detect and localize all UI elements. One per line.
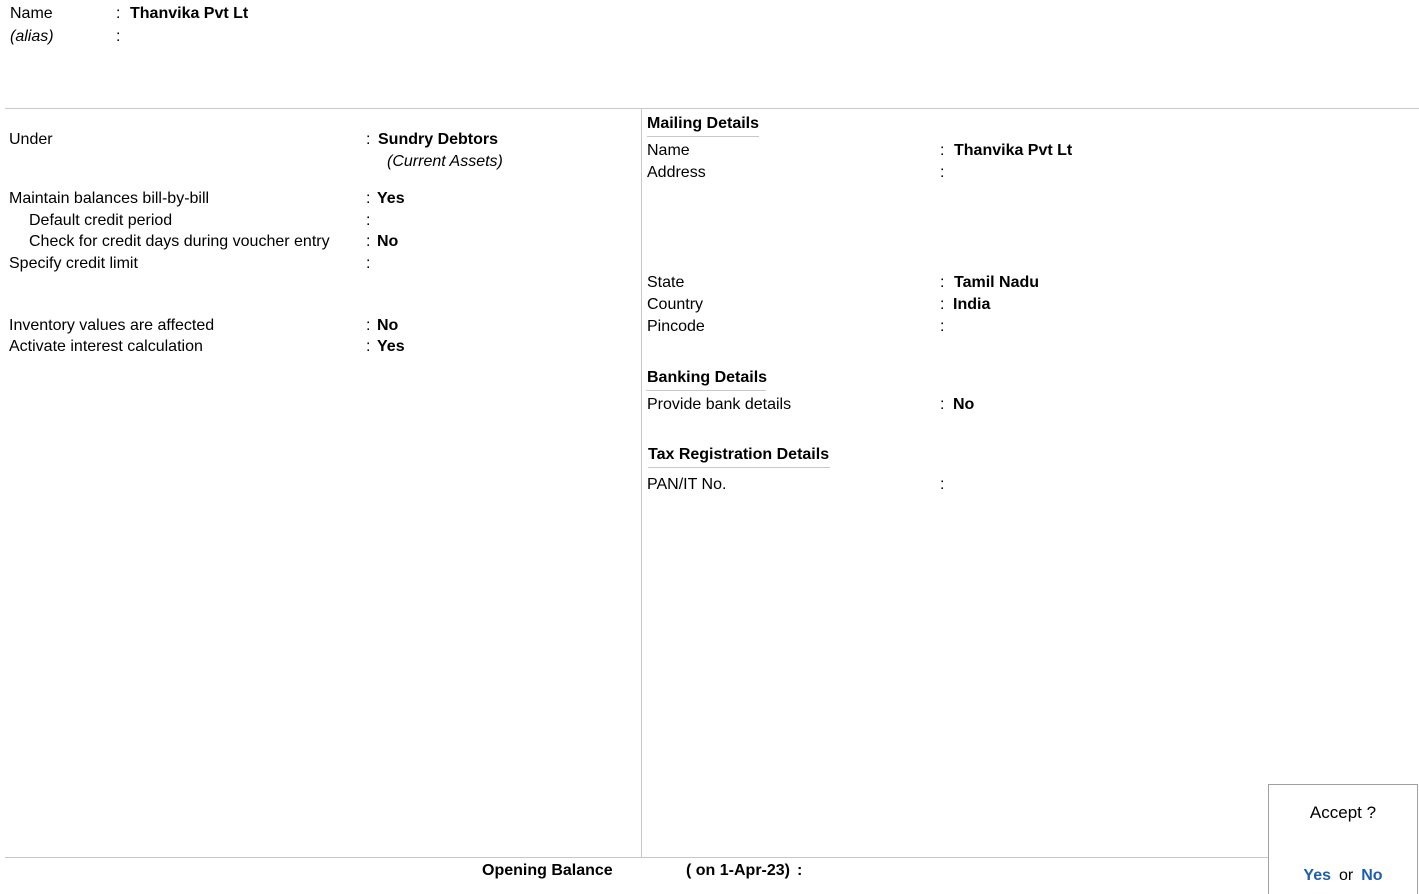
credit-period-field[interactable]: [377, 211, 497, 231]
country-colon: :: [940, 296, 945, 313]
accept-yes-button[interactable]: Yes: [1303, 867, 1332, 884]
mailing-name-field[interactable]: Thanvika Pvt Lt: [954, 142, 1073, 159]
country-label: Country: [647, 296, 704, 313]
interest-field[interactable]: Yes: [377, 338, 405, 355]
credit-limit-label: Specify credit limit: [9, 255, 138, 272]
name-field[interactable]: Thanvika Pvt Lt: [130, 5, 249, 22]
state-colon: :: [940, 274, 945, 291]
pincode-label: Pincode: [647, 318, 705, 335]
opening-balance-date: ( on 1-Apr-23): [686, 862, 790, 879]
bank-details-field[interactable]: No: [953, 396, 975, 413]
credit-limit-colon: :: [366, 255, 371, 272]
address-field[interactable]: [954, 163, 1254, 183]
pan-label: PAN/IT No.: [647, 476, 727, 493]
opening-balance-label: Opening Balance: [482, 862, 613, 879]
banking-heading-underline: [646, 390, 766, 391]
under-colon: :: [366, 131, 371, 148]
column-divider: [641, 108, 642, 857]
name-label: Name: [10, 5, 53, 22]
accept-options: [1269, 867, 1417, 885]
state-label: State: [647, 274, 685, 291]
country-field[interactable]: India: [953, 296, 991, 313]
inventory-label: Inventory values are affected: [9, 317, 215, 334]
mailing-name-label: Name: [647, 142, 690, 159]
accept-or-text: or: [1339, 867, 1354, 884]
opening-balance-field[interactable]: [812, 861, 962, 881]
bill-by-bill-colon: :: [366, 190, 371, 207]
mailing-details-heading: Mailing Details: [647, 114, 759, 137]
inventory-field[interactable]: No: [377, 317, 399, 334]
alias-colon: :: [116, 28, 121, 45]
interest-label: Activate interest calculation: [9, 338, 203, 355]
credit-days-colon: :: [366, 233, 371, 250]
address-colon: :: [940, 164, 945, 181]
under-field[interactable]: Sundry Debtors: [378, 131, 499, 148]
under-group-label: (Current Assets): [387, 153, 503, 170]
accept-dialog: [1268, 784, 1418, 894]
credit-days-field[interactable]: No: [377, 233, 399, 250]
credit-period-label: Default credit period: [29, 212, 173, 229]
bill-by-bill-label: Maintain balances bill-by-bill: [9, 190, 210, 207]
pincode-colon: :: [940, 318, 945, 335]
header-divider: [5, 108, 1419, 109]
accept-no-button[interactable]: No: [1361, 867, 1383, 884]
credit-days-label: Check for credit days during voucher entry: [29, 233, 330, 250]
bank-details-colon: :: [940, 396, 945, 413]
interest-colon: :: [366, 338, 371, 355]
footer-divider: [5, 857, 1268, 858]
pan-field[interactable]: [954, 475, 1114, 495]
mailing-name-colon: :: [940, 142, 945, 159]
credit-limit-field[interactable]: [377, 254, 497, 274]
banking-details-heading: Banking Details: [647, 369, 768, 386]
under-label: Under: [9, 131, 53, 148]
inventory-colon: :: [366, 317, 371, 334]
name-colon: :: [116, 5, 121, 22]
state-field[interactable]: Tamil Nadu: [954, 274, 1040, 291]
alias-label: (alias): [10, 28, 54, 45]
alias-field[interactable]: [130, 27, 330, 47]
accept-prompt: Accept ?: [1309, 803, 1377, 822]
pan-colon: :: [940, 476, 945, 493]
opening-balance-colon: :: [797, 862, 803, 879]
credit-period-colon: :: [366, 212, 371, 229]
tax-details-heading: Tax Registration Details: [648, 445, 830, 468]
address-label: Address: [647, 164, 706, 181]
bank-details-label: Provide bank details: [647, 396, 792, 413]
bill-by-bill-field[interactable]: Yes: [377, 190, 405, 207]
pincode-field[interactable]: [954, 317, 1074, 337]
